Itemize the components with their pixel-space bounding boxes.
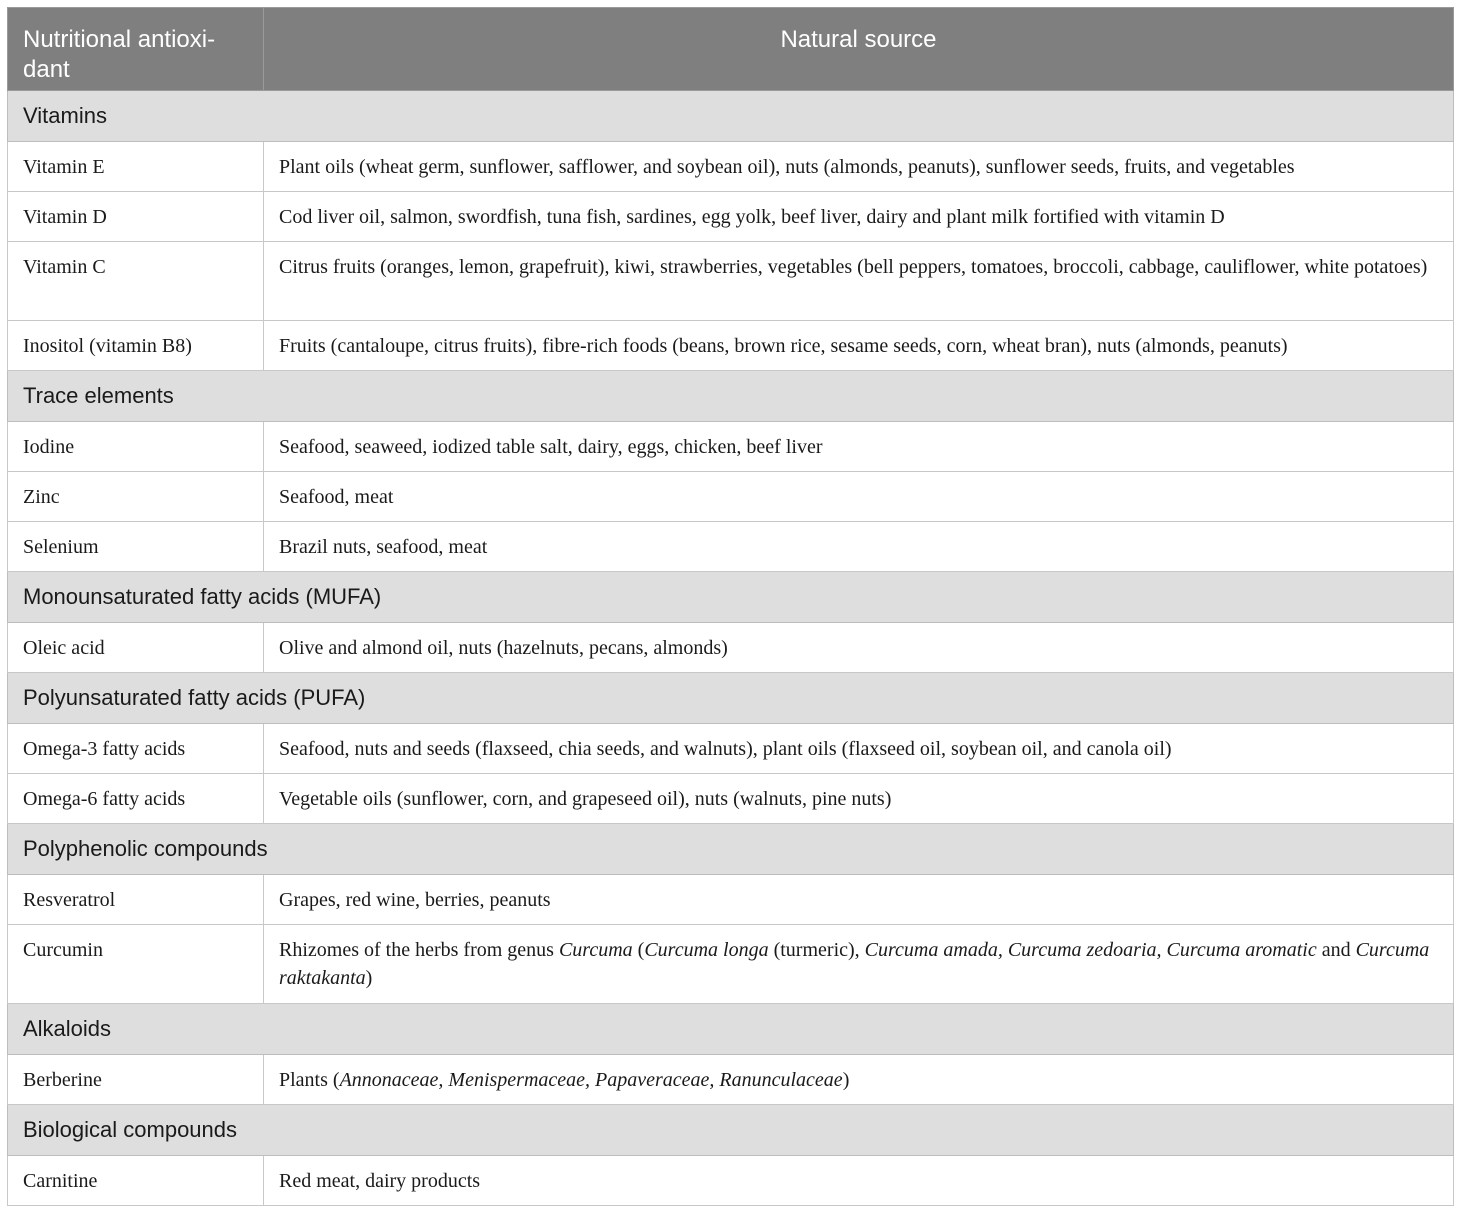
natural-source: Olive and almond oil, nuts (hazelnuts, pecans, almonds) (264, 623, 1454, 673)
group-row-trace-elements (8, 371, 1454, 422)
antioxidant-name: Selenium (8, 522, 264, 572)
antioxidant-name: Carnitine (8, 1156, 264, 1206)
group-row-vitamins (8, 91, 1454, 142)
table-row (8, 925, 1454, 1004)
antioxidant-sources-table (7, 7, 1454, 1206)
table-row (8, 422, 1454, 472)
antioxidant-name: Oleic acid (8, 623, 264, 673)
table-row (8, 875, 1454, 925)
natural-source: Seafood, seaweed, iodized table salt, dairy, eggs, chicken, beef liver (264, 422, 1454, 472)
antioxidant-name: Vitamin D (8, 192, 264, 242)
antioxidant-name: Resveratrol (8, 875, 264, 925)
natural-source: Grapes, red wine, berries, peanuts (264, 875, 1454, 925)
header-nutritional-antioxidant: Nutritional antioxi- dant (8, 8, 264, 91)
group-row-alkaloids (8, 1004, 1454, 1055)
natural-source-curcumin: Rhizomes of the herbs from genus Curcuma (Curcuma longa (turmeric), Curcuma amada, Curcuma zedoaria, Curcuma aromatic and Curcuma raktakanta) (264, 925, 1454, 1004)
group-title: Polyunsaturated fatty acids (PUFA) (8, 673, 1454, 724)
antioxidant-name: Zinc (8, 472, 264, 522)
natural-source: Seafood, meat (264, 472, 1454, 522)
natural-source: Vegetable oils (sunflower, corn, and grapeseed oil), nuts (walnuts, pine nuts) (264, 774, 1454, 824)
table-row (8, 522, 1454, 572)
group-row-pufa (8, 673, 1454, 724)
table-row (8, 472, 1454, 522)
antioxidant-name: Curcumin (8, 925, 264, 1004)
table-row (8, 321, 1454, 371)
antioxidant-name: Iodine (8, 422, 264, 472)
natural-source: Brazil nuts, seafood, meat (264, 522, 1454, 572)
table-row (8, 1055, 1454, 1105)
antioxidant-name: Omega-6 fatty acids (8, 774, 264, 824)
natural-source-berberine: Plants (Annonaceae, Menispermaceae, Papaveraceae, Ranunculaceae) (264, 1055, 1454, 1105)
antioxidant-name: Berberine (8, 1055, 264, 1105)
table-row (8, 242, 1454, 321)
table-row (8, 774, 1454, 824)
group-title: Monounsaturated fatty acids (MUFA) (8, 572, 1454, 623)
group-title: Polyphenolic compounds (8, 824, 1454, 875)
header-row (8, 8, 1454, 91)
natural-source: Citrus fruits (oranges, lemon, grapefruit), kiwi, strawberries, vegetables (bell peppers, tomatoes, broccoli, cabbage, cauliflower, white potatoes) (264, 242, 1454, 321)
group-title: Biological compounds (8, 1105, 1454, 1156)
header-natural-source: Natural source (264, 8, 1454, 91)
table-row (8, 1156, 1454, 1206)
natural-source: Fruits (cantaloupe, citrus fruits), fibre-rich foods (beans, brown rice, sesame seeds, corn, wheat bran), nuts (almonds, peanuts) (264, 321, 1454, 371)
antioxidant-name: Omega-3 fatty acids (8, 724, 264, 774)
antioxidant-name: Inositol (vitamin B8) (8, 321, 264, 371)
natural-source: Cod liver oil, salmon, swordfish, tuna fish, sardines, egg yolk, beef liver, dairy and plant milk fortified with vitamin D (264, 192, 1454, 242)
group-title: Alkaloids (8, 1004, 1454, 1055)
natural-source: Red meat, dairy products (264, 1156, 1454, 1206)
antioxidant-name: Vitamin C (8, 242, 264, 321)
group-row-polyphenolic (8, 824, 1454, 875)
group-title: Vitamins (8, 91, 1454, 142)
antioxidant-name: Vitamin E (8, 142, 264, 192)
table-row (8, 142, 1454, 192)
table-row (8, 623, 1454, 673)
natural-source: Seafood, nuts and seeds (flaxseed, chia seeds, and walnuts), plant oils (flaxseed oil, soybean oil, and canola oil) (264, 724, 1454, 774)
table-row (8, 192, 1454, 242)
group-row-mufa (8, 572, 1454, 623)
table-row (8, 724, 1454, 774)
group-row-biological (8, 1105, 1454, 1156)
group-title: Trace elements (8, 371, 1454, 422)
natural-source: Plant oils (wheat germ, sunflower, safflower, and soybean oil), nuts (almonds, peanuts), sunflower seeds, fruits, and vegetables (264, 142, 1454, 192)
